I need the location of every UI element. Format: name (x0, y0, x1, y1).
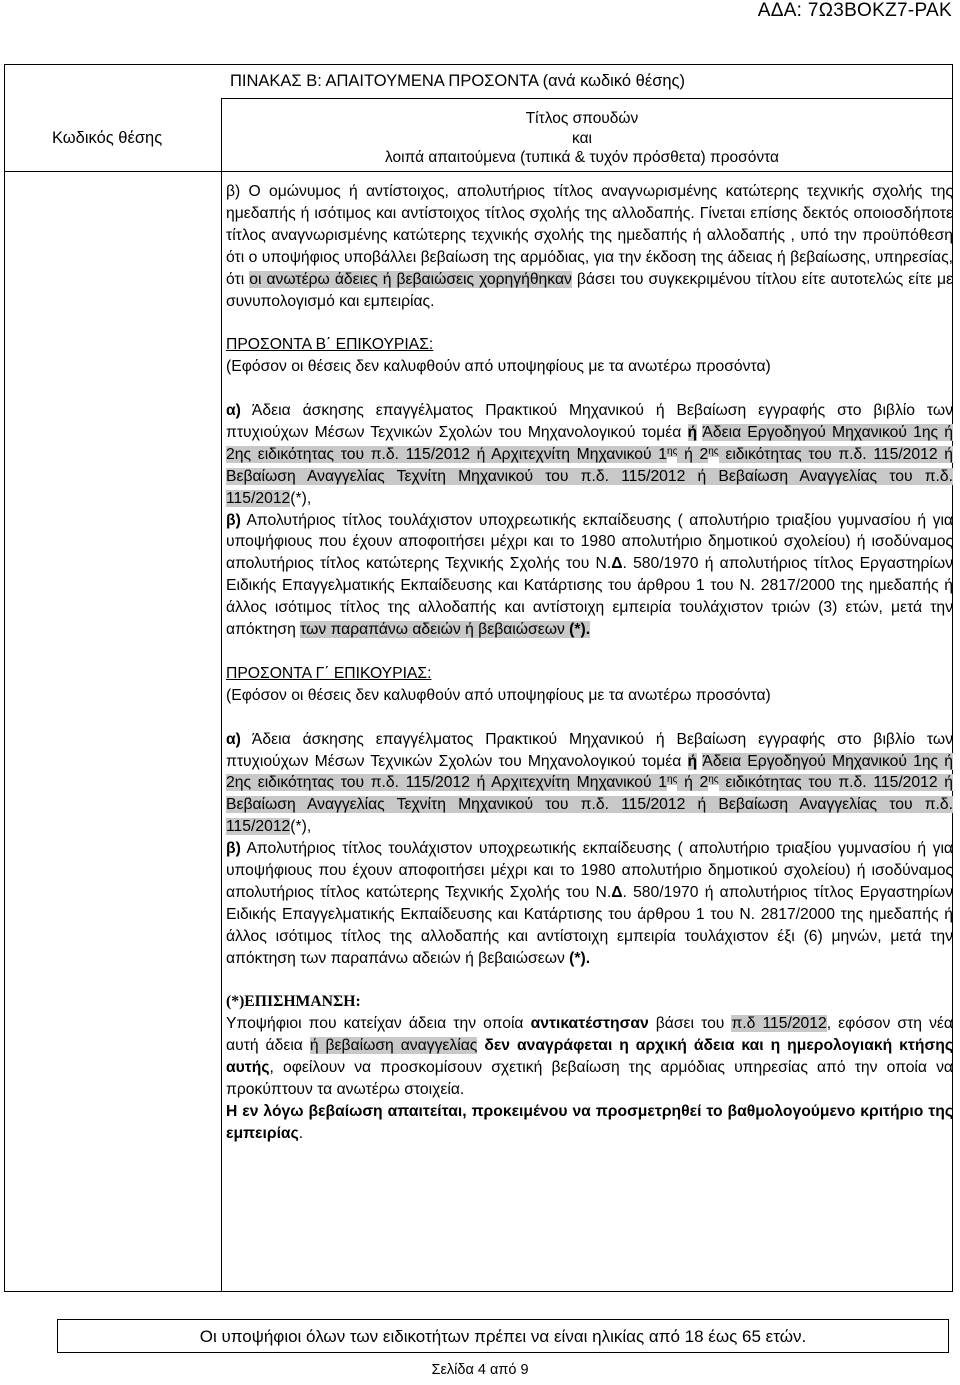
section-c-heading: ΠΡΟΣΟΝΤΑ Γ΄ ΕΠΙΚΟΥΡΙΑΣ: (226, 664, 432, 682)
note-paragraph: Υποψήφιοι που κατείχαν άδεια την οποία αντικατέστησαν βάσει του π.δ 115/2012, εφόσον στη νέα αυτή άδεια ή βεβαίωση αναγγελίας δεν αναγράφεται η αρχική άδεια και η ημερολογιακή κτήσης αυτής, οφείλουν να προσκομίσουν σχετική βεβαίωση της αρμόδιας υπηρεσίας από την οποία να προκύπτουν τα ανωτέρω στοιχεία. (226, 1015, 953, 1099)
table-rule-title (221, 98, 953, 99)
section-b-subtitle: (Εφόσον οι θέσεις δεν καλυφθούν από υποψηφίους με τα ανωτέρω προσόντα) (226, 358, 771, 376)
section-c-item-a: α) Άδεια άσκησης επαγγέλματος Πρακτικού Μηχανικού ή Βεβαίωση εγγραφής στο βιβλίο των πτυχιούχων Μέσων Τεχνικών Σχολών του Μηχανολογικού τομέα ή Άδεια Εργοδηγού Μηχανικού 1ης ή 2ης ειδικότητας του π.δ. 115/2012 ή Αρχιτεχνίτη Μηχανικού $1^{\eta\varsigma}$ ή $2^{\eta\varsigma}$ ειδικότητας του π.δ. 115/2012 ή Βεβαίωση Αναγγελίας Τεχνίτη Μηχανικού του π.δ. 115/2012 ή Βεβαίωση Αναγγελίας του π.δ. 115/2012(*), (226, 730, 953, 836)
column-header-line-3: λοιπά απαιτούμενα (τυπικά & τυχόν πρόσθετα) προσόντα (385, 149, 779, 166)
ada-code: ΑΔΑ: 7Ω3ΒΟΚΖ7-ΡΑΚ (757, 0, 952, 21)
qualifications-content (226, 181, 953, 1145)
column-header-code: Κωδικός θέσης (52, 129, 163, 147)
section-b-heading: ΠΡΟΣΟΝΤΑ Β΄ ΕΠΙΚΟΥΡΙΑΣ: (226, 336, 434, 354)
column-header-line-2: και (572, 129, 592, 147)
table-title: ΠΙΝΑΚΑΣ Β: ΑΠΑΙΤΟΥΜΕΝΑ ΠΡΟΣΟΝΤΑ (ανά κωδικό θέσης) (230, 72, 685, 90)
table-border-bottom (4, 1291, 953, 1292)
note-heading: (*)ΕΠΙΣΗΜΑΝΣΗ: (226, 993, 361, 1011)
table-rule-header (4, 171, 953, 172)
section-b-item-b: β) Απολυτήριος τίτλος τουλάχιστον υποχρεωτικής εκπαίδευσης ( απολυτήριο τριαξίου γυμνασίου ή για υποψήφιους που έχουν αποφοιτήσει μέχρι και το 1980 απολυτήριο δημοτικού σχολείου) ή ισοδύναμος απολυτήριος τίτλος κατώτερης Τεχνικής Σχολής του Ν.Δ. 580/1970 ή απολυτήριος τίτλος Εργαστηρίων Ειδικής Επαγγελματικής Εκπαίδευσης και Κατάρτισης του άρθρου 1 του Ν. 2817/2000 της ημεδαπής ή άλλος ισότιμος τίτλος της αλλοδαπής και αντίστοιχη εμπειρία τουλάχιστον τριών (3) ετών, μετά την απόκτηση των παραπάνω αδειών ή βεβαιώσεων (*). (226, 511, 954, 639)
column-header-qualifications (227, 109, 937, 168)
table-border-left (4, 64, 5, 1292)
section-c-subtitle: (Εφόσον οι θέσεις δεν καλυφθούν από υποψηφίους με τα ανωτέρω προσόντα) (226, 686, 771, 704)
note-emphasis: Η εν λόγω βεβαίωση απαιτείται, προκειμένου να προσμετρηθεί το βαθμολογούμενο κριτήριο της εμπειρίας. (226, 1102, 953, 1142)
column-header-line-1: Τίτλος σπουδών (525, 110, 639, 127)
table-column-divider (221, 98, 222, 1292)
table-border-top (4, 64, 953, 65)
paragraph-b-title: β) Ο ομώνυμος ή αντίστοιχος, απολυτήριος τίτλος αναγνωρισμένης κατώτερης τεχνικής σχολής της ημεδαπής ή ισότιμος και αντίστοιχος τίτλος σχολής της αλλοδαπής. Γίνεται επίσης δεκτός οποιοσδήποτε τίτλος αναγνωρισμένης κατώτερης τεχνικής σχολής της ημεδαπής ή αλλοδαπής , υπό την προϋπόθεση ότι ο υποψήφιος υποβάλλει βεβαίωση της αρμόδιας, για την έκδοση της άδειας ή βεβαίωσης, υπηρεσίας, ότι οι ανωτέρω άδειες ή βεβαιώσεις χορηγήθηκαν βάσει του συγκεκριμένου τίτλου είτε αυτοτελώς είτε με συνυπολογισμό και εμπειρίας. (226, 183, 954, 310)
age-requirement-box: Οι υποψήφιοι όλων των ειδικοτήτων πρέπει να είναι ηλικίας από 18 έως 65 ετών. (57, 1319, 949, 1353)
section-c-item-b: β) Απολυτήριος τίτλος τουλάχιστον υποχρεωτικής εκπαίδευσης ( απολυτήριο τριαξίου γυμνασίου ή για υποψήφιους που έχουν αποφοιτήσει μέχρι και το 1980 απολυτήριο δημοτικού σχολείου) ή ισοδύναμος απολυτήριος τίτλος κατώτερης Τεχνικής Σχολής του Ν.Δ. 580/1970 ή απολυτήριος τίτλος Εργαστηρίων Ειδικής Επαγγελματικής Εκπαίδευσης και Κατάρτισης του άρθρου 1 του Ν. 2817/2000 της ημεδαπής ή άλλος ισότιμος τίτλος της αλλοδαπής και αντίστοιχη εμπειρία τουλάχιστον έξι (6) μηνών, μετά την απόκτηση των παραπάνω αδειών ή βεβαιώσεων (*). (226, 840, 954, 967)
section-b-item-a: α) Άδεια άσκησης επαγγέλματος Πρακτικού Μηχανικού ή Βεβαίωση εγγραφής στο βιβλίο των πτυχιούχων Μέσων Τεχνικών Σχολών του Μηχανολογικού τομέα ή Άδεια Εργοδηγού Μηχανικού 1ης ή 2ης ειδικότητας του π.δ. 115/2012 ή Αρχιτεχνίτη Μηχανικού $1^{\eta\varsigma}$ ή $2^{\eta\varsigma}$ ειδικότητας του π.δ. 115/2012 ή Βεβαίωση Αναγγελίας Τεχνίτη Μηχανικού του π.δ. 115/2012 ή Βεβαίωση Αναγγελίας του π.δ. 115/2012(*), (226, 402, 953, 507)
highlight-licences: οι ανωτέρω άδειες ή βεβαιώσεις χορηγήθηκαν (249, 270, 572, 288)
page-number: Σελίδα 4 από 9 (431, 1362, 529, 1378)
